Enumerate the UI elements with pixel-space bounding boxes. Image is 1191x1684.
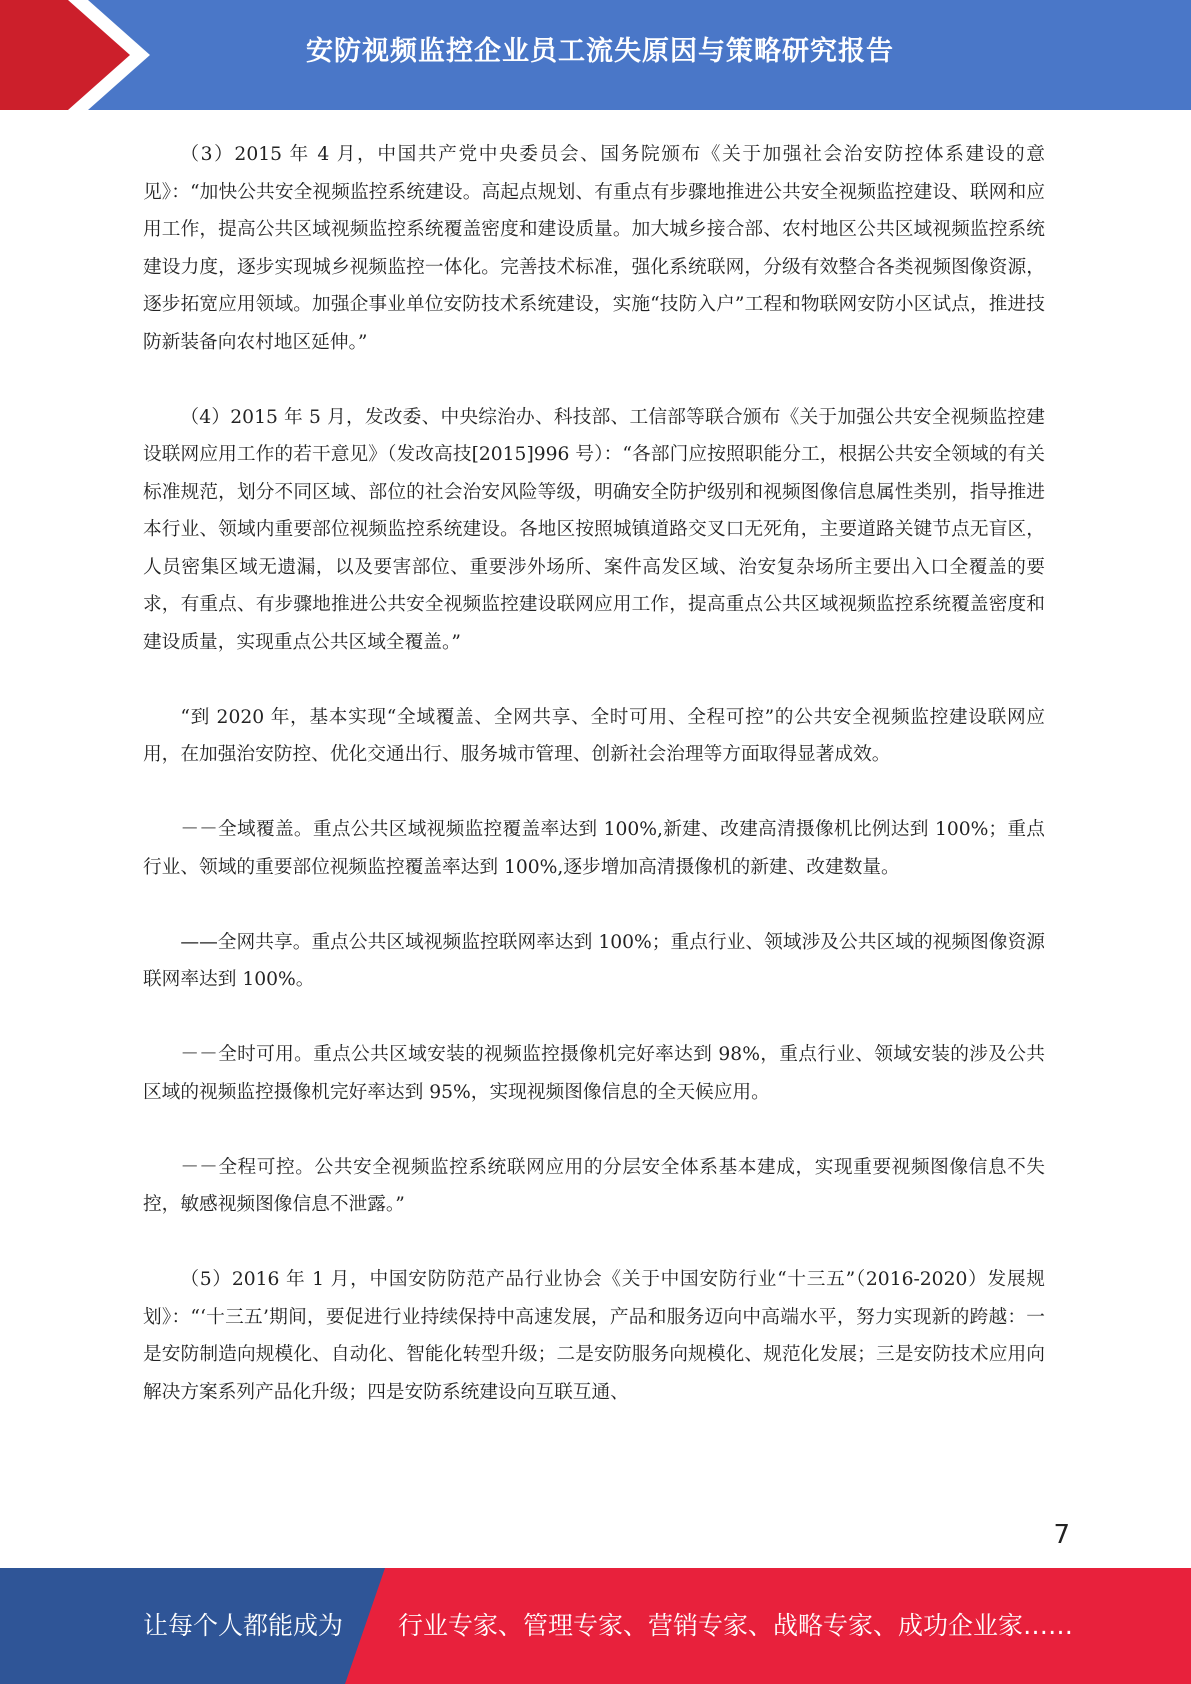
paragraph-5: （5）2016 年 1 月，中国安防防范产品行业协会《关于中国安防行业“十三五”（2016-2020）发展规划》：“‘十三五’期间，要促进行业持续保持中高速发展，产品和服务迈向中高端水平，努力实现新的跨越：一是安防制造向规模化、自动化、智能化转型升级；二是安防服务向规模化、规范化发展；三是安防技术应用向解决方案系列产品化升级；四是安防系统建设向互联互通、 xyxy=(143,1269,1045,1403)
page-number: 7 xyxy=(1053,1520,1070,1550)
report-title: 安防视频监控企业员工流失原因与策略研究报告 xyxy=(306,36,894,67)
paragraph-4: （4）2015 年 5 月，发改委、中央综治办、科技部、工信部等联合颁布《关于加强公共安全视频监控建设联网应用工作的若干意见》（发改高技[2015]996 号）：“各部门应按照职能分工，根据公共安全领域的有关标准规范，划分不同区域、部位的社会治安风险等级，明确安全防护级别和视频图像信息属性类别，指导推进本行业、领域内重要部位视频监控系统建设。各地区按照城镇道路交叉口无死角，主要道路关键节点无盲区，人员密集区域无遗漏，以及要害部位、重要涉外场所、案件高发区域、治安复杂场所主要出入口全覆盖的要求，有重点、有步骤地推进公共安全视频监控建设联网应用工作，提高重点公共区域视频监控系统覆盖密度和建设质量，实现重点公共区域全覆盖。” xyxy=(143,406,1045,653)
document-body xyxy=(143,136,1045,1449)
paragraph-2020-goal: “到 2020 年，基本实现“全域覆盖、全网共享、全时可用、全程可控”的公共安全视频监控建设联网应用，在加强治安防控、优化交通出行、服务城市管理、创新社会治理等方面取得显著成效。 xyxy=(143,706,1045,765)
page-footer xyxy=(0,1568,1191,1684)
footer-slogan-left: 让每个人都能成为 xyxy=(143,1611,344,1640)
paragraph-full-availability: －－全时可用。重点公共区域安装的视频监控摄像机完好率达到 98%，重点行业、领域安装的涉及公共区域的视频监控摄像机完好率达到 95%，实现视频图像信息的全天候应用。 xyxy=(143,1044,1045,1103)
paragraph-full-sharing: ——全网共享。重点公共区域视频监控联网率达到 100%；重点行业、领域涉及公共区域的视频图像资源联网率达到 100%。 xyxy=(143,931,1045,990)
paragraph-full-control: －－全程可控。公共安全视频监控系统联网应用的分层安全体系基本建成，实现重要视频图像信息不失控，敏感视频图像信息不泄露。” xyxy=(143,1156,1045,1215)
paragraph-full-coverage: －－全域覆盖。重点公共区域视频监控覆盖率达到 100%,新建、改建高清摄像机比例达到 100%；重点行业、领域的重要部位视频监控覆盖率达到 100%,逐步增加高清摄像机的新建、改建数量。 xyxy=(143,819,1045,878)
paragraph-3: （3）2015 年 4 月，中国共产党中央委员会、国务院颁布《关于加强社会治安防控体系建设的意见》：“加快公共安全视频监控系统建设。高起点规划、有重点有步骤地推进公共安全视频监控建设、联网和应用工作，提高公共区域视频监控系统覆盖密度和建设质量。加大城乡接合部、农村地区公共区域视频监控系统建设力度，逐步实现城乡视频监控一体化。完善技术标准，强化系统联网，分级有效整合各类视频图像资源，逐步拓宽应用领域。加强企事业单位安防技术系统建设，实施“技防入户”工程和物联网安防小区试点，推进技防新装备向农村地区延伸。” xyxy=(143,144,1045,353)
page-header xyxy=(0,0,1191,110)
footer-slogan-right: 行业专家、管理专家、营销专家、战略专家、成功企业家…… xyxy=(398,1611,1074,1640)
